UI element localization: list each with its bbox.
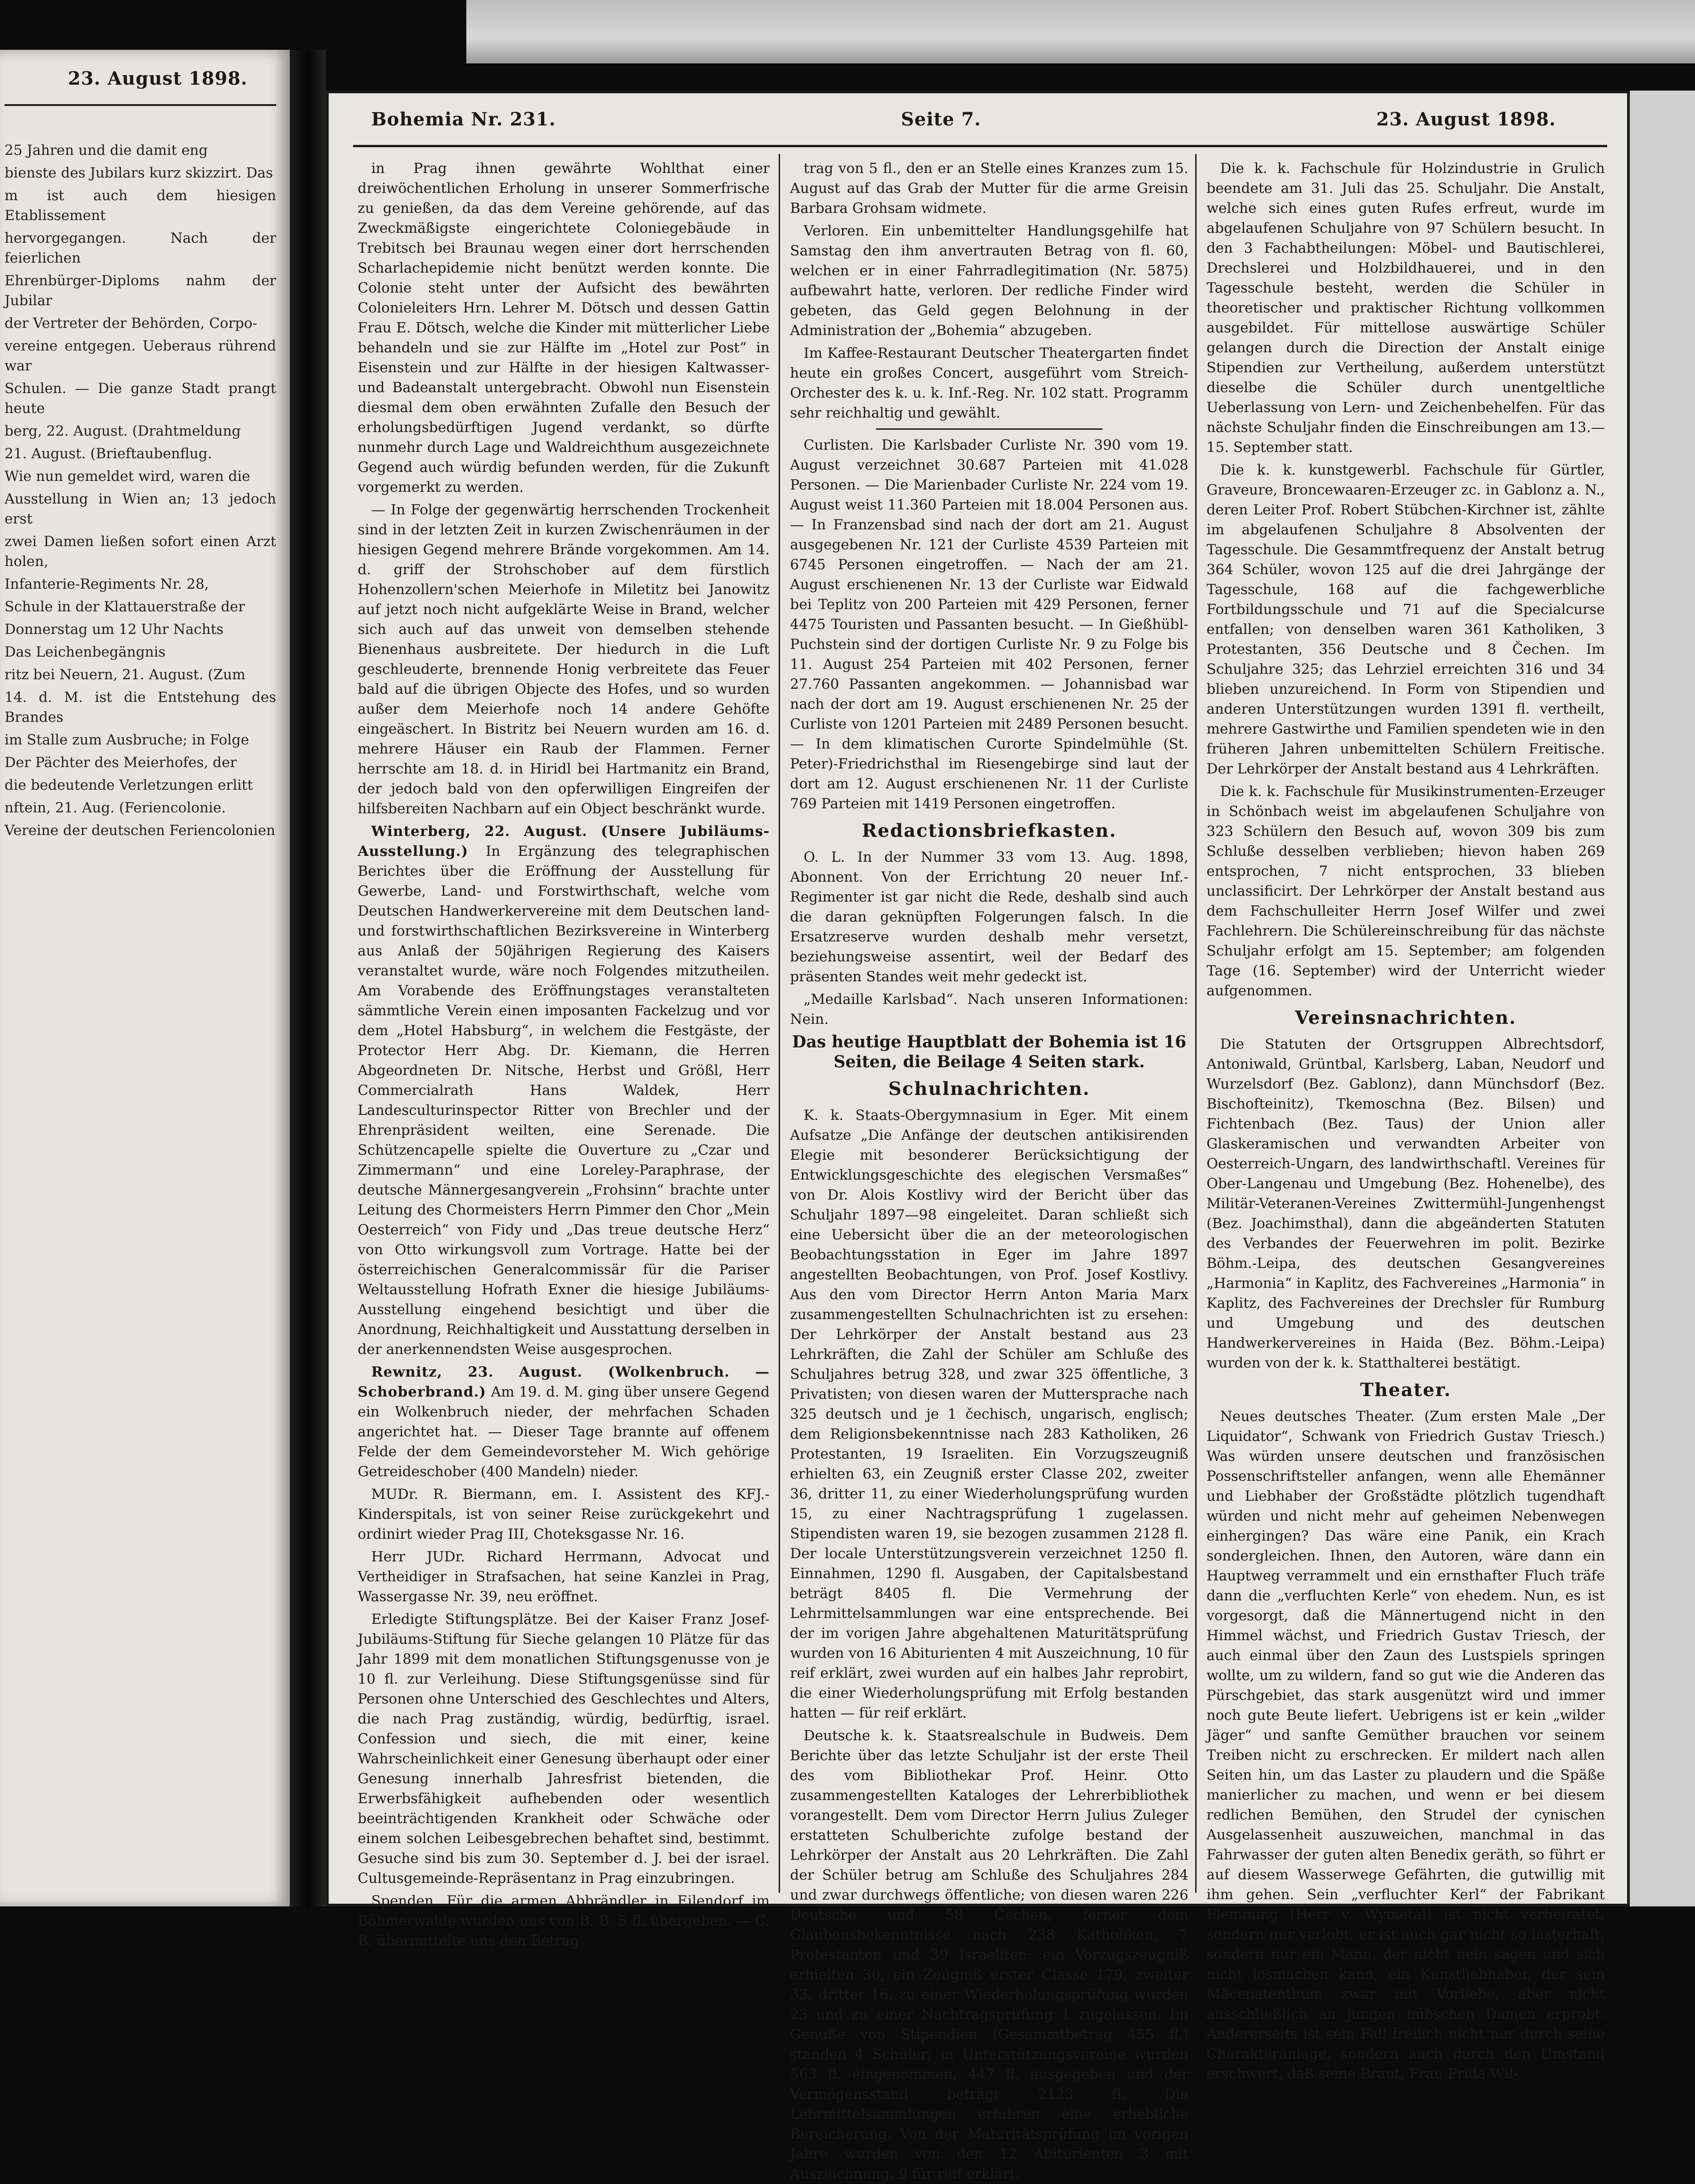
notice-biermann: MUDr. R. Biermann, em. I. Assistent des KFJ.-Kinderspitals, ist von seiner Reise zurückgekehrt und ordinirt wieder Prag III, Choteksgasse Nr. 16. — [358, 1486, 770, 1542]
article-fires: — In Folge der gegenwärtig herrschenden Trockenheit sind in der letzten Zeit in kurzen Zwischenräumen in der hiesigen Gegend mehrere Brände vorgekommen. Am 14. d. griff der Strohschober auf dem fürstlich Hohenzollern'schen Meierhofe in Miletitz bei Janowitz auf jetzt noch nicht aufgeklärte Weise in Brand, welcher sich auch auf das unweit von demselben stehende Bienenhaus ausbreitete. Der hiedurch in die Luft geschleuderte, brennende Honig verbreitete das Feuer bald auf die übrigen Objecte des Hofes, und so wurden außer dem Meierhofe noch 14 andere Gehöfte eingeäschert. In Bistritz bei Neuern wurden am 16. d. mehrere Häuser ein Raub der Flammen. Ferner herrschte am 18. d. in Hiridl bei Hartmanitz ein Brand, der jedoch bald von den opferwilligen Eingreifen der hilfsbereiten Nachbarn auf ein Object beschränkt wurde. — [358, 502, 770, 817]
left-page-line: Ehrenbürger-Diploms nahm der Jubilar — [5, 273, 276, 309]
left-page-line: im Stalle zum Ausbruche; in Folge — [5, 732, 249, 748]
left-page-line: berg, 22. August. (Drahtmeldung — [5, 423, 241, 439]
section-heading-vereinsnachrichten: Vereinsnachrichten. — [1295, 1007, 1517, 1028]
article-colony: in Prag ihnen gewährte Wohlthat einer dreiwöchentlichen Erholung in unserer Sommerfrische zu genießen, da das dem Vereine gehörende, auf das Zweckmäßigste eingerichtete Coloniegebäude in Trebitsch bei Braunau wegen einer dort herrschenden Scharlachepidemie nicht benützt werden konnte. Die Colonie steht unter der Aufsicht des bewährten Colonieleiters Hrn. Lehrer M. Dötsch und dessen Gattin Frau E. Dötsch, welche die Kinder mit mütterlicher Liebe behandeln und sie zur Hälfte im „Hotel zur Post“ in Eisenstein und zur Hälfte in der hiesigen Kaltwasser- und Badeanstalt untergebracht. Obwohl nun Eisenstein diesmal dem oben erwähnten Zufalle den Besuch der erholungsbedürftigen Jugend verdankt, so dürfte nunmehr durch Lage und Waldreichthum ausgezeichnete Gegend auch würdig befunden werden, für die Zukunft vorgemerkt zu werden. — [358, 160, 770, 495]
article-fachschule-schoenbach: Die k. k. Fachschule für Musikinstrumenten-Erzeuger in Schönbach weist im abgelaufenen Schuljahre von 323 Schülern den Besuch auf, wovon 309 bis zum Schluße desselben verblieben; hievon haben 269 entsprochen, 7 nicht entsprochen, 33 blieben unclassificirt. Der Lehrkörper der Anstalt bestand aus dem Fachschulleiter Herrn Josef Wilfer und zwei Fachlehrern. Die Schülereinschreibung für das nächste Schuljahr erfolgt am 15. September; am folgenden Tage (16. September) wird der Unterricht wieder aufgenommen. — [1207, 783, 1605, 999]
left-page-line: 14. d. M. ist die Entstehung des Brandes — [5, 689, 276, 725]
left-page-line: Donnerstag um 12 Uhr Nachts — [5, 621, 224, 638]
page-number: Seite 7. — [901, 109, 982, 130]
article-fachschule-gablonz: Die k. k. kunstgewerbl. Fachschule für Gürtler, Graveure, Broncewaaren-Erzeuger zc. in Gablonz a. N., deren Leiter Prof. Robert Stübchen-Kirchner ist, zählte im abgelaufenen Schuljahre 8 Absolventen der Tagesschule. Die Gesammtfrequenz der Anstalt betrug 364 Schüler, wovon 125 auf die drei Jahrgänge der Tagesschule, 168 auf die fachgewerbliche Fortbildungsschule und 71 auf die Specialcurse entfallen; von denselben waren 361 Katholiken, 3 Protestanten, 356 Deutsche und 8 Čechen. Im Schuljahre 325; das Lehrziel erreichten 316 und 34 blieben unzureichend. In Form von Stipendien und anderen Unterstützungen wurden 1391 fl. vertheilt, mehrere Gastwirthe und Familien spendeten wie in den früheren Jahren unbemittelten Schülern Freitische. Der Lehrkörper der Anstalt bestand aus 4 Lehrkräften. — [1207, 462, 1605, 777]
article-rewnitz: Rewnitz, 23. August. (Wolkenbruch. — Schoberbrand.) Am 19. d. M. ging über unsere Gegend ein Wolkenbruch nieder, der mehrfachen Schaden angerichtet hat. — Dieser Tage brannte auf offenem Felde der dem Gemeindevorsteher M. Wich gehörige Getreideschober (400 Mandeln) nieder. — [358, 1364, 770, 1480]
left-page-line: Schulen. — Die ganze Stadt prangt heute — [5, 380, 276, 417]
left-page-date: 23. August 1898. — [68, 68, 248, 89]
scan-background-top — [466, 0, 1695, 63]
left-page-line: Das Leichenbegängnis — [5, 644, 166, 660]
left-page-line: zwei Damen ließen sofort einen Arzt holen, — [5, 533, 276, 570]
column-3 — [1207, 158, 1605, 2082]
left-page-line: vereine entgegen. Ueberaus rührend war — [5, 338, 276, 374]
article-stiftungsplaetze: Erledigte Stiftungsplätze. Bei der Kaiser Franz Josef-Jubiläums-Stiftung für Sieche gelangen 10 Plätze für das Jahr 1899 mit dem monatlichen Stiftungsgenusse von je 10 fl. zur Verleihung. Diese Stiftungsgenüsse sind für Personen ohne Unterschied des Geschlechtes und Alters, die nach Prag zuständig, würdig, bedürftig, israel. Confession und siech, die mit einer, keine Wahrscheinlichkeit einer Genesung überhaupt oder einer Genesung innerhalb Jahresfrist bietenden, die Erwerbsfähigkeit aufhebenden oder wesentlich beeinträchtigenden Krankheit oder Schwäche oder einem solchen Leibesgebrechen behaftet sind, bestimmt. Gesuche sind bis zum 30. September d. J. bei der israel. Cultusgemeinde-Repräsentanz in Prag einzubringen. — [358, 1611, 770, 1886]
section-heading-redaktionsbriefkasten: Redactionsbriefkasten. — [862, 820, 1117, 841]
article-winterberg-lead: Winterberg, 22. August. (Unsere Jubiläums-Ausstellung.) — [358, 823, 770, 859]
left-page-line: die bedeutende Verletzungen erlitt — [5, 777, 253, 793]
column-divider-1 — [779, 154, 780, 1893]
column-2 — [790, 158, 1188, 2182]
facing-page-left — [0, 50, 290, 1906]
left-page-line: 25 Jahren und die damit eng — [5, 142, 208, 158]
article-winterberg: Winterberg, 22. August. (Unsere Jubiläums-Ausstellung.) In Ergänzung des telegraphischen Berichtes über die Eröffnung der Ausstellung für Gewerbe, Land- und Forstwirthschaft, welche vom Deutschen Handwerkervereine mit dem Deutschen land- und forstwirthschaftlichen Bezirksvereine in Winterberg aus Anlaß der 50jährigen Regierung des Kaisers veranstaltet wurde, wäre noch Folgendes mitzutheilen. Am Vorabende des Eröffnungstages veranstalteten sämmtliche Verein einen imposanten Fackelzug und vor dem „Hotel Habsburg“, in welchem die Festgäste, der Protector Herr Abg. Dr. Kiemann, die Herren Abgeordneten Dr. Nitsche, Herbst und Größl, Herr Commercialrath Hans Waldek, Herr Landesculturinspector Ritter von Brechler und der Ehrenpräsident weilten, eine Serenade. Die Schützencapelle spielte die Ouverture zu „Czar und Zimmermann“ und eine Loreley-Paraphrase, der deutsche Männergesangverein „Frohsinn“ brachte unter Leitung des Chormeisters Herrn Pimmer den Chor „Mein Oesterreich“ von Fidy und „Das treue deutsche Herz“ von Otto wirkungsvoll zum Vortrage. Hatte bei der österreichischen Generalcommissär für die Pariser Weltausstellung Hofrath Exner die hiesige Jubiläums-Ausstellung eingehend besichtigt und über die Anordnung, Reichhaltigkeit und Ausstattung derselben in der anerkennendsten Weise ausgesprochen. — [358, 823, 770, 1358]
article-gymnasium-eger: K. k. Staats-Obergymnasium in Eger. Mit einem Aufsatze „Die Anfänge der deutschen antikisirenden Elegie mit besonderer Berücksichtigung der Entwicklungsgeschichte des elegischen Versmaßes“ von Dr. Alois Kostlivy wird der Bericht über das Schuljahr 1897—98 eingeleitet. Daran schließt sich eine Uebersicht über die an der meteorologischen Beobachtungsstation in Eger im Jahre 1897 angestellten Beobachtungen, von Prof. Josef Kostlivy. Aus den vom Director Herrn Anton Maria Marx zusammengestellten Schulnachrichten ist zu ersehen: Der Lehrkörper der Anstalt bestand aus 23 Lehrkräften, die Zahl der Schüler am Schluße des Schuljahres betrug 328, und zwar 325 öffentliche, 3 Privatisten; von diesen waren der Muttersprache nach 325 deutsch und je 1 čechisch, ungarisch, englisch; dem Religionsbekenntnisse nach 283 Katholiken, 26 Protestanten, 19 Israeliten. Ein Vorzugszeugniß erhielten 63, ein Zeugniß erster Classe 202, zweiter 36, dritter 11, zu einer Wiederholungsprüfung wurden 15, zu einer Nachtragsprüfung 1 zugelassen. Stipendisten waren 19, sie bezogen zusammen 2128 fl. Der locale Unterstützungsverein verzeichnet 1250 fl. Einnahmen, 1290 fl. Ausgaben, der Capitalsbestand beträgt 8405 fl. Die Vermehrung der Lehrmittelsammlungen war eine entsprechende. Bei der im vorigen Jahre abgehaltenen Maturitätsprüfung wurden von 16 Abiturienten 4 mit Auszeichnung, 10 für reif erklärt, zwei wurden auf ein halbes Jahr reprobirt, die einer Wiederholungsprüfung mit Erfolg bestanden hatten — für reif erklärt. — [790, 1107, 1188, 1721]
section-heading-theater: Theater. — [1360, 1379, 1451, 1401]
left-page-line: Ausstellung in Wien an; 13 jedoch erst — [5, 491, 276, 527]
section-heading-schulnachrichten: Schulnachrichten. — [888, 1078, 1090, 1099]
article-spenden-cont: trag von 5 fl., den er an Stelle eines Kranzes zum 15. August auf das Grab der Mutter für die arme Greisin Barbara Grohsam widmete. — [790, 160, 1188, 216]
article-curlisten: Curlisten. Die Karlsbader Curliste Nr. 390 vom 19. August verzeichnet 30.687 Parteien mit 41.028 Personen. — Die Marienbader Curliste Nr. 224 vom 19. August weist 11.360 Parteien mit 18.004 Personen aus. — In Franzensbad sind nach der dort am 21. August ausgegebenen Nr. 121 der Curliste 4539 Parteien mit 6745 Personen eingetroffen. — Nach der am 21. August erschienenen Nr. 13 der Curliste war Eidwald bei Teplitz von 200 Parteien mit 429 Personen, ferner 4475 Touristen und Passanten besucht. — In Gießhübl-Puchstein sind der dortigen Curliste Nr. 9 zu Folge bis 11. August 254 Parteien mit 402 Personen, ferner 27.760 Passanten angekommen. — Johannisbad war nach der dort am 19. August erschienenen Nr. 25 der Curliste von 1201 Parteien mit 2489 Personen besucht. — In dem klimatischen Curorte Spindelmühle (St. Peter)-Friedrichsthal im Riesengebirge sind laut der dort am 12. August erschienenen Nr. 11 der Curliste 769 Parteien mit 1419 Personen eingetroffen. — [790, 437, 1188, 812]
left-page-line: bienste des Jubilars kurz skizzirt. Das — [5, 165, 273, 181]
article-briefkasten: O. L. In der Nummer 33 vom 13. Aug. 1898, Abonnent. Von der Errichtung 20 neuer Inf.-Regimenter ist gar nicht die Rede, deshalb sind auch die daran geknüpften Folgerungen falsch. In die Ersatzreserve wurden deshalb mehr versetzt, beziehungsweise assentirt, weil der Bedarf des präsenten Standes weit mehr gedeckt ist. — [790, 849, 1188, 985]
scan-background-right — [1630, 91, 1695, 1906]
left-page-line: Der Pächter des Meierhofes, der — [5, 754, 237, 771]
article-medaille: „Medaille Karlsbad“. Nach unseren Informationen: Nein. — [790, 991, 1188, 1027]
article-neues-deutsches-theater: Neues deutsches Theater. (Zum ersten Male „Der Liquidator“, Schwank von Friedrich Gustav Triesch.) Was würden unsere deutschen und französischen Possenschriftsteller anfangen, wenn alle Ehemänner und Liebhaber der Großstädte plötzlich tugendhaft würden und nicht mehr auf geheimen Nebenwegen einhergingen? Das wäre eine Panik, ein Krach sondergleichen. Ihnen, den Autoren, wäre dann ein Hauptweg verrammelt und ein ernsthafter Fluch träfe dann die „verfluchten Kerle“ von ehedem. Nun, es ist vorgesorgt, daß die Männertugend nicht in den Himmel wächst, und Friedrich Gustav Triesch, der auch einmal über den Zaun des Lustspiels springen wollte, um zu wildern, fand so gut wie die Anderen das Pürschgebiet, das stark ausgenützt wird und immer noch gute Beute liefert. Uebrigens ist er kein „wilder Jäger“ und sanfte Gemüther brauchen vor seinem Treiben nicht zu erschrecken. Er mildert nach allen Seiten hin, um das Laster zu plaudern und die Späße manierlicher zu machen, und wenn er bei diesem redlichen Bemühen, den Strudel der cynischen Ausgelassenheit auszuweichen, manchmal in das Fahrwasser der guten alten Benedix geräth, so führt er auf diesem Wasserwege Gefährten, die gutwillig mit ihm gehen. Sein „verfluchter Kerl“ der Fabrikant Flemming (Herr v. Wymetal) ist nicht verheiratet, sondern nur verlobt, er ist auch gar nicht so lasterhaft, sondern nur ein Mann, der nicht nein sagen und sich nicht losmachen kann, ein Kunstliebhaber, der sein Mäcenatenthum zwar mit Vorliebe, aber nicht ausschließlich an jungen hübschen Damen erprobt. Andererseits ist sein Fall freilich nicht nur durch seine Charakteranlage, sondern auch durch den Umstand erschwert, daß seine Braut, Frau Frida Wil- — [1207, 1408, 1605, 2082]
notice-herrmann: Herr JUDr. Richard Herrmann, Advocat und Vertheidiger in Strafsachen, hat seine Kanzlei in Prag, Wassergasse Nr. 39, neu eröffnet. — [358, 1549, 770, 1605]
left-page-line: nftein, 21. Aug. (Feriencolonie. — [5, 800, 226, 816]
page-count-notice: Das heutige Hauptblatt der Bohemia ist 16 Seiten, die Beilage 4 Seiten stark. — [792, 1032, 1187, 1071]
article-fachschule-grulich: Die k. k. Fachschule für Holzindustrie in Grulich beendete am 31. Juli das 25. Schuljahr. Die Anstalt, welche sich eines guten Rufes erfreut, wurde im abgelaufenen Schuljahre von 97 Schülern besucht. In den 3 Fachabtheilungen: Möbel- und Bautischlerei, Drechslerei und Holzbildhauerei, und in den Tagesschule besteht, werden die Schüler in theoretischer und praktischer Richtung vollkommen ausgebildet. Für mittellose auswärtige Schüler gelangen durch die Direction der Anstalt einige Stipendien zur Vertheilung, außerdem unterstützt dieselbe die Schüler durch unentgeltliche Ueberlassung von Lern- und Zeichenbehelfen. Für das nächste Schuljahr finden die Einschreibungen am 13.—15. September statt. — [1207, 160, 1605, 456]
article-realschule-budweis: Deutsche k. k. Staatsrealschule in Budweis. Dem Berichte über das letzte Schuljahr ist der erste Theil des vom Bibliothekar Prof. Heinr. Otto zusammengestellten Kataloges der Lehrerbibliothek vorangestellt. Dem vom Director Herrn Julius Zuleger erstatteten Schulberichte zufolge bestand der Lehrkörper der Anstalt aus 20 Lehrkräften. Die Zahl der Schüler betrug am Schluße des Schuljahres 284 und zwar durchwegs öffentliche; von diesen waren 226 Deutsche und 58 Čechen, ferner dem Glaubensbekenntnisse nach 238 Katholiken, 7 Protestanten und 39 Israeliten; ein Vorzugszeugniß erhielten 30, ein Zeugniß erster Classe 179, zweiter 33, dritter 16, zu einer Wiederholungsprüfung wurden 23 und zu einer Nachtragsprüfung 1 zugelassen. Im Genuße von Stipendien (Gesammtbetrag 455 fl.) standen 4 Schüler; in Unterstützungsvereine wurden 563 fl. eingenommen, 447 fl. ausgegeben und der Vermögensstand beträgt 2123 fl. Die Lehrmittelsammlungen erfuhren eine erhebliche Bereicherung. Von der Maturitätsprüfung im vorigen Jahre wurden von den 12 Abiturienten 3 mit Auszeichnung, 9 für reif erklärt. — [790, 1728, 1188, 2182]
left-page-header-rule — [5, 104, 276, 106]
masthead-title: Bohemia Nr. 231. — [371, 109, 556, 130]
section-rule — [876, 428, 1102, 430]
column-divider-2 — [1195, 154, 1197, 1893]
left-page-line: hervorgegangen. Nach der feierlichen — [5, 230, 276, 266]
left-page-line: m ist auch dem hiesigen Etablissement — [5, 187, 276, 224]
left-page-line: Infanterie-Regiments Nr. 28, — [5, 576, 209, 592]
left-page-line: Schule in der Klattauerstraße der — [5, 599, 245, 615]
page-date: 23. August 1898. — [1376, 109, 1556, 130]
newspaper-page — [326, 91, 1630, 2182]
left-page-line: Wie nun gemeldet wird, waren die — [5, 468, 250, 485]
header-rule — [353, 145, 1607, 147]
article-spenden: Spenden. Für die armen Abbrändler in Eilendorf im Böhmerwalde wurden uns von B. B. 5 fl. übergeben. — C. B. übermittelte uns den Betrag — [358, 1893, 770, 1949]
left-page-line: Vereine der deutschen Feriencolonien — [5, 822, 276, 839]
column-1 — [358, 158, 770, 1949]
book-gutter — [290, 50, 326, 1906]
article-theatergarten: Im Kaffee-Restaurant Deutscher Theatergarten findet heute ein großes Concert, ausgeführt vom Streich-Orchester des k. u. k. Inf.-Reg. Nr. 102 statt. Programm sehr reichhaltig und gewählt. — [790, 345, 1188, 421]
left-page-line: ritz bei Neuern, 21. August. (Zum — [5, 667, 245, 683]
left-page-line: 21. August. (Brieftaubenflug. — [5, 446, 212, 462]
left-page-text — [5, 140, 276, 843]
article-rewnitz-lead: Rewnitz, 23. August. (Wolkenbruch. — Schoberbrand.) — [358, 1364, 770, 1400]
article-verloren: Verloren. Ein unbemittelter Handlungsgehilfe hat Samstag den ihm anvertrauten Betrag von fl. 60, welchen er in einer Fahrradlegitimation (Nr. 5875) aufbewahrt hatte, verloren. Der redliche Finder wird gebeten, das Geld gegen Belohnung in der Administration der „Bohemia“ abzugeben. — [790, 223, 1188, 339]
left-page-line: der Vertreter der Behörden, Corpo- — [5, 315, 258, 331]
article-statuten: Die Statuten der Ortsgruppen Albrechtsdorf, Antoniwald, Grüntbal, Karlsberg, Laban, Neudorf und Wurzelsdorf (Bez. Gablonz), dann Münchsdorf (Bez. Bischofteinitz), Tkemoschna (Bez. Bilsen) und Fichtenbach (Bez. Taus) der Union aller Glaskeramischen und verwandten Arbeiter von Oesterreich-Ungarn, des landwirthschaftl. Vereines für Ober-Langenau und Umgebung (Bez. Hohenelbe), des Militär-Veteranen-Vereines Zwittermühl-Jungenhengst (Bez. Joachimsthal), dann die abgeänderten Statuten des Verbandes der Feuerwehren im polit. Bezirke Böhm.-Leipa, des deutschen Gesangvereines „Harmonia“ in Kaplitz, des Fachvereines „Harmonia“ in Kaplitz, des Fachvereines der Drechsler für Rumburg und Umgebung und des deutschen Handwerkervereines in Haida (Bez. Böhm.-Leipa) wurden von der k. k. Statthalterei bestätigt. — [1207, 1036, 1605, 1371]
